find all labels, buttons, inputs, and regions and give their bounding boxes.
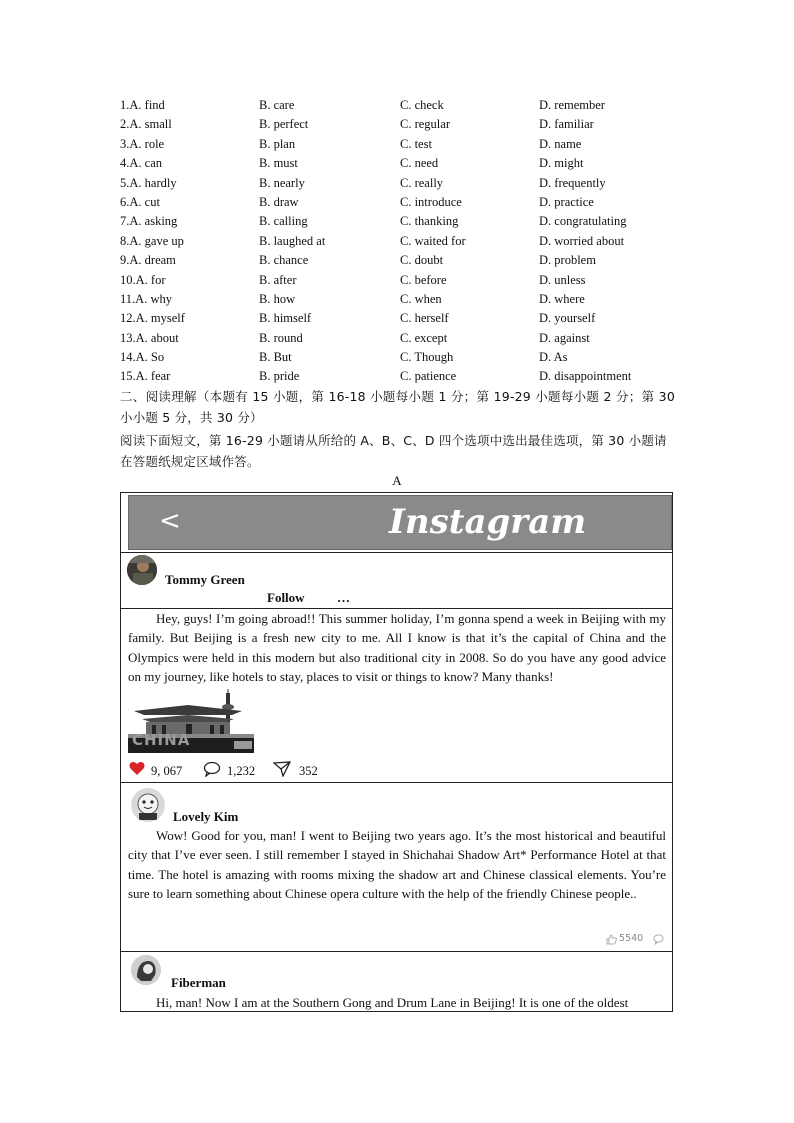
instagram-panel [120,492,673,1012]
option-a-text: A. fear [135,369,171,384]
question-row [120,154,680,173]
option-a-text: A. So [135,350,165,365]
post-body: Wow! Good for you, man! I went to Beijing two years ago. It’s the most historical and beautiful city that I’ve ever seen. I still remember I stayed in Shichahai Shadow Art* Performance Hotel at that time. The hotel is amazing with rooms mixing the shadow art and Chinese classical elements. You’re sure to learn something about Chinese opera culture with the help of the friendly Chinese people.. [128,828,666,902]
option-c: C. need [400,156,439,171]
option-d: D. against [539,330,590,345]
option-b: B. laughed at [259,233,326,248]
option-c: C. check [400,98,444,112]
option-c: C. patience [400,369,457,384]
option-a-text: A. dream [129,253,176,268]
option-c: C. thanking [400,214,459,229]
option-b: B. draw [259,194,299,209]
option-c: C. when [400,291,442,306]
post-body: Hi, man! Now I am at the Southern Gong and Drum Lane in Beijing! It is one of the oldest [156,995,629,1010]
option-d: D. familiar [539,117,594,132]
option-a [120,193,259,212]
sketch-avatar-icon [131,955,161,985]
option-a-text: A. for [135,272,166,287]
comment-icon[interactable] [653,932,664,950]
option-b: B. round [259,330,303,345]
question-row [120,290,680,309]
like-count: 9, 067 [151,763,183,778]
share-icon[interactable] [273,761,299,781]
question-row [120,96,680,115]
question-row [120,193,680,212]
option-d: D. where [539,291,585,306]
option-c: C. waited for [400,233,466,248]
question-number: 5. [120,175,130,190]
option-a [120,212,259,231]
option-a-text: A. role [129,136,165,151]
share-count: 352 [299,763,318,778]
option-c: C. herself [400,311,449,326]
passage-letter: A [392,473,402,488]
question-row [120,212,680,231]
question-number: 15. [120,369,136,384]
option-a [120,96,259,115]
question-number: 3. [120,136,130,151]
post-author[interactable]: Tommy Green [165,572,245,587]
option-d: D. name [539,136,582,151]
option-b: B. after [259,272,297,287]
question-number: 6. [120,194,130,209]
section-heading: 二、阅读理解（本题有 15 小题，第 16-18 小题每小题 1 分；第 19-29 小题每小题 2 分；第 30 小小题 5 分，共 30 分） [120,389,675,425]
question-number: 13. [120,330,136,345]
option-a-text: A. why [135,291,172,306]
option-b: B. care [259,98,295,112]
option-b: B. plan [259,136,296,151]
question-row [120,115,680,134]
option-b: B. But [259,350,292,365]
question-row [120,135,680,154]
question-row [120,271,680,290]
more-options-icon[interactable]: … [337,590,350,605]
comment-icon[interactable] [203,761,227,781]
follow-button[interactable]: Follow [267,590,305,605]
option-c: C. except [400,330,448,345]
question-row [120,251,680,270]
post-stats [129,761,318,781]
option-b: B. himself [259,311,312,326]
option-c: C. regular [400,117,450,132]
question-number: 4. [120,156,130,171]
question-row [120,174,680,193]
option-a [120,309,259,328]
option-b: B. must [259,156,298,171]
avatar [131,955,161,985]
option-b: B. how [259,291,296,306]
option-a-text: A. cut [129,194,160,209]
question-number: 8. [120,233,130,248]
option-a [120,348,259,367]
option-d: D. frequently [539,175,606,190]
option-c: C. doubt [400,253,444,268]
option-a-text: A. gave up [129,233,184,248]
question-row [120,232,680,251]
option-c: C. Though [400,350,454,365]
option-b: B. pride [259,369,300,384]
option-a-text: A. asking [129,214,178,229]
question-number: 12. [120,311,136,326]
option-a [120,174,259,193]
option-d: D. yourself [539,311,596,326]
option-a [120,367,259,386]
option-d: D. As [539,350,568,365]
option-c: C. before [400,272,447,287]
option-a-text: A. can [129,156,162,171]
option-c: C. test [400,136,432,151]
option-d: D. worried about [539,233,625,248]
china-image [128,689,254,753]
avatar [127,555,157,585]
question-number: 10. [120,272,136,287]
option-c: C. really [400,175,444,190]
option-d: D. problem [539,253,596,268]
option-a [120,115,259,134]
option-d: D. remember [539,98,605,112]
option-a [120,290,259,309]
like-count: 5540 [619,933,644,944]
option-d: D. congratulating [539,214,627,229]
post-author[interactable]: Lovely Kim [173,809,239,824]
option-b: B. nearly [259,175,305,190]
option-a [120,251,259,270]
option-a-text: A. find [129,98,165,112]
question-row [120,309,680,328]
divider [121,951,673,952]
question-number: 7. [120,214,130,229]
divider [121,782,673,783]
question-row [120,329,680,348]
option-a [120,135,259,154]
option-b: B. chance [259,253,309,268]
question-row [120,367,680,386]
instagram-header [128,495,672,550]
option-c: C. introduce [400,194,462,209]
question-list [120,96,680,387]
thumbs-up-icon[interactable] [606,932,617,950]
option-b: B. perfect [259,117,309,132]
comment-count: 1,232 [227,763,256,778]
question-number: 11. [120,291,136,306]
image-caption: CHINA [132,731,191,749]
option-a-text: A. myself [135,311,185,326]
option-b: B. calling [259,214,308,229]
post-author[interactable]: Fiberman [171,975,226,990]
option-a [120,271,259,290]
option-a [120,154,259,173]
avatar [131,788,165,822]
heart-icon[interactable] [129,762,151,780]
option-a [120,232,259,251]
question-number: 14. [120,350,136,365]
option-a [120,329,259,348]
instagram-logo: Instagram [389,502,587,542]
back-chevron-icon[interactable]: < [159,506,181,536]
option-d: D. practice [539,194,594,209]
question-number: 2. [120,117,130,132]
question-number: 9. [120,253,130,268]
divider [121,552,673,553]
option-d: D. disappointment [539,369,632,384]
post-body: Hey, guys! I’m going abroad!! This summer holiday, I’m gonna spend a week in Beijing with my family. But Beijing is a fresh new city to me. All I know is that it’s the capital of China and the Olympics were held in this modern but also traditional city in 2008. So do you have any good advice on my journey, like hotels to stay, places to visit or things to know? Many thanks! [128,611,666,685]
option-d: D. might [539,156,584,171]
option-a-text: A. hardly [129,175,177,190]
question-row [120,348,680,367]
option-a-text: A. about [135,330,179,345]
option-d: D. unless [539,272,586,287]
question-number: 1. [120,98,130,112]
option-a-text: A. small [129,117,172,132]
cartoon-avatar-icon [131,788,165,822]
user-photo-icon [127,555,157,585]
instructions: 阅读下面短文，第 16-29 小题请从所给的 A、B、C、D 四个选项中选出最佳选项，第 30 小题请在答题纸规定区域作答。 [120,433,667,469]
